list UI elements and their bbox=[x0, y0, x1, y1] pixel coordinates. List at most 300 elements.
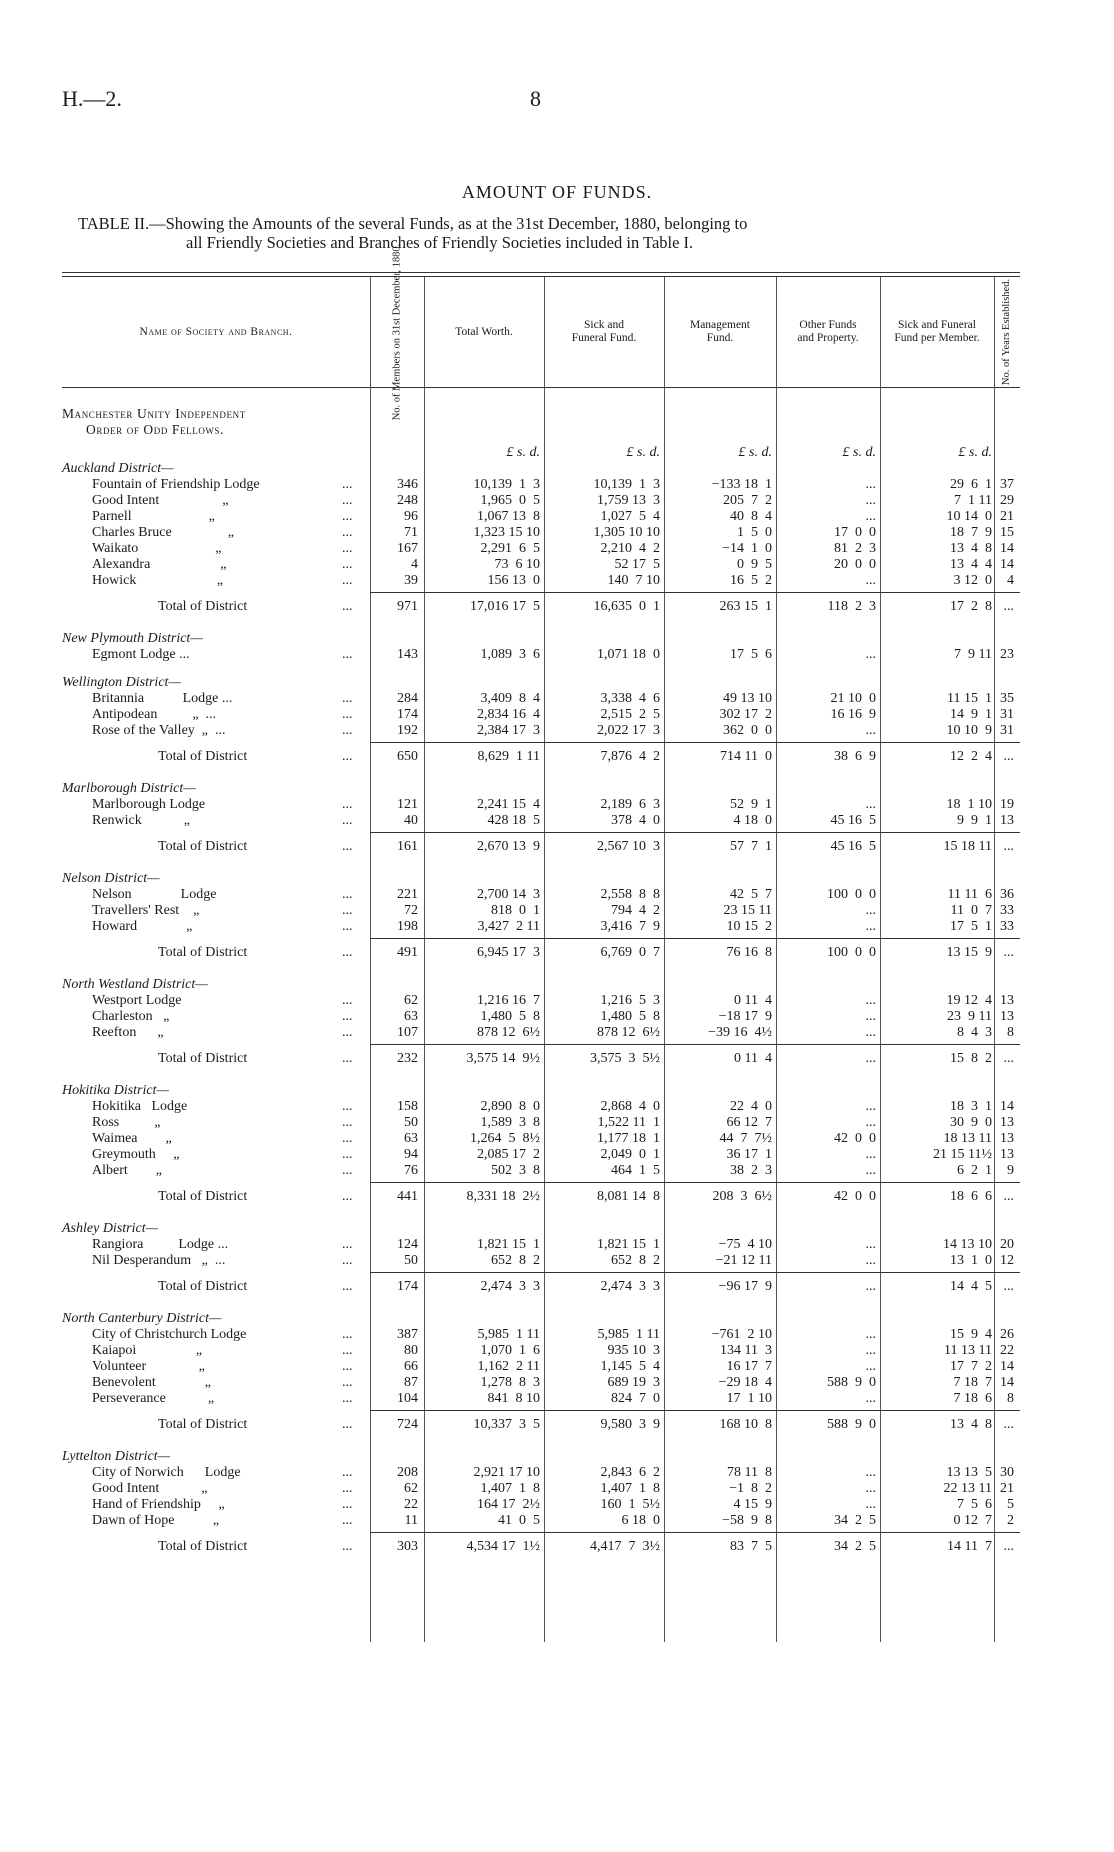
sick-funeral-cell: 6 18 0 bbox=[621, 1513, 660, 1528]
total-worth-cell: 2,085 17 2 bbox=[477, 1147, 540, 1162]
sick-funeral-cell: 824 7 0 bbox=[611, 1391, 660, 1406]
other-funds-cell: 45 16 5 bbox=[830, 813, 876, 828]
management-cell: 52 9 1 bbox=[730, 797, 772, 812]
other-funds-cell: ... bbox=[865, 1025, 876, 1040]
years-cell: 13 bbox=[1000, 813, 1014, 828]
total-rule bbox=[370, 1272, 1020, 1273]
leader-dots: ... bbox=[342, 839, 353, 854]
branch-name: Total of District bbox=[158, 839, 248, 854]
leader-dots: ... bbox=[342, 1131, 353, 1146]
total-worth-cell: 1,589 3 8 bbox=[480, 1115, 540, 1130]
unit-management: £ s. d. bbox=[738, 445, 772, 460]
branch-name: Howard „ bbox=[92, 919, 193, 934]
per-member-cell: 11 15 1 bbox=[947, 691, 992, 706]
members-cell: 387 bbox=[397, 1327, 418, 1342]
years-cell: 22 bbox=[1000, 1343, 1014, 1358]
district-name: Lyttelton District— bbox=[62, 1449, 171, 1464]
members-cell: 192 bbox=[397, 723, 418, 738]
years-cell: ... bbox=[1003, 945, 1014, 960]
years-cell: 9 bbox=[1007, 1163, 1014, 1178]
branch-name: Perseverance „ bbox=[92, 1391, 215, 1406]
other-funds-cell: ... bbox=[865, 1051, 876, 1066]
members-cell: 50 bbox=[404, 1115, 418, 1130]
members-cell: 104 bbox=[397, 1391, 418, 1406]
leader-dots: ... bbox=[342, 1343, 353, 1358]
management-cell: −29 18 4 bbox=[718, 1375, 772, 1390]
total-worth-cell: 3,409 8 4 bbox=[480, 691, 540, 706]
years-cell: 2 bbox=[1007, 1513, 1014, 1528]
per-member-cell: 13 13 5 bbox=[946, 1465, 992, 1480]
management-cell: −39 16 4½ bbox=[708, 1025, 772, 1040]
lodge-row bbox=[0, 1114, 1114, 1131]
branch-name: Renwick „ bbox=[92, 813, 190, 828]
lodge-row bbox=[0, 706, 1114, 723]
years-cell: 26 bbox=[1000, 1327, 1014, 1342]
total-worth-cell: 1,264 5 8½ bbox=[470, 1131, 540, 1146]
years-cell: 14 bbox=[1000, 541, 1014, 556]
members-cell: 72 bbox=[404, 903, 418, 918]
management-cell: −58 9 8 bbox=[722, 1513, 772, 1528]
total-worth-cell: 2,474 3 3 bbox=[480, 1279, 540, 1294]
leader-dots: ... bbox=[342, 1189, 353, 1204]
per-member-cell: 18 3 1 bbox=[950, 1099, 992, 1114]
branch-name: Total of District bbox=[158, 749, 248, 764]
leader-dots: ... bbox=[342, 1375, 353, 1390]
per-member-cell: 7 5 6 bbox=[957, 1497, 992, 1512]
branch-name: Hand of Friendship „ bbox=[92, 1497, 225, 1512]
years-cell: ... bbox=[1003, 599, 1014, 614]
other-funds-cell: ... bbox=[865, 1343, 876, 1358]
members-cell: 107 bbox=[397, 1025, 418, 1040]
members-cell: 284 bbox=[397, 691, 418, 706]
members-cell: 441 bbox=[397, 1189, 418, 1204]
district-heading bbox=[0, 1220, 1114, 1237]
members-cell: 96 bbox=[404, 509, 418, 524]
per-member-cell: 17 2 8 bbox=[950, 599, 992, 614]
branch-name: Westport Lodge bbox=[92, 993, 182, 1008]
leader-dots: ... bbox=[342, 1417, 353, 1432]
years-cell: 13 bbox=[1000, 1131, 1014, 1146]
branch-name: Benevolent „ bbox=[92, 1375, 211, 1390]
per-member-cell: 18 13 11 bbox=[943, 1131, 992, 1146]
other-funds-cell: ... bbox=[865, 1279, 876, 1294]
per-member-cell: 0 12 7 bbox=[953, 1513, 992, 1528]
per-member-cell: 17 5 1 bbox=[950, 919, 992, 934]
other-funds-cell: ... bbox=[865, 1465, 876, 1480]
total-rule bbox=[370, 832, 1020, 833]
years-cell: 33 bbox=[1000, 919, 1014, 934]
management-cell: 22 4 0 bbox=[730, 1099, 772, 1114]
per-member-cell: 7 1 11 bbox=[954, 493, 992, 508]
per-member-cell: 7 9 11 bbox=[954, 647, 992, 662]
sick-funeral-cell: 464 1 5 bbox=[611, 1163, 660, 1178]
lodge-row bbox=[0, 1374, 1114, 1391]
leader-dots: ... bbox=[342, 707, 353, 722]
leader-dots: ... bbox=[342, 1147, 353, 1162]
members-cell: 158 bbox=[397, 1099, 418, 1114]
members-cell: 971 bbox=[397, 599, 418, 614]
total-worth-cell: 1,216 16 7 bbox=[477, 993, 540, 1008]
branch-name: Marlborough Lodge bbox=[92, 797, 206, 812]
branch-name: Fountain of Friendship Lodge bbox=[92, 477, 260, 492]
branch-name: Alexandra „ bbox=[92, 557, 227, 572]
management-cell: 4 18 0 bbox=[733, 813, 772, 828]
district-total-row bbox=[0, 1278, 1114, 1295]
total-worth-cell: 10,337 3 5 bbox=[473, 1417, 540, 1432]
members-cell: 161 bbox=[397, 839, 418, 854]
years-cell: 14 bbox=[1000, 1359, 1014, 1374]
per-member-cell: 18 7 9 bbox=[950, 525, 992, 540]
leader-dots: ... bbox=[342, 903, 353, 918]
district-total-row bbox=[0, 598, 1114, 615]
other-funds-cell: 16 16 9 bbox=[830, 707, 876, 722]
per-member-cell: 21 15 11½ bbox=[933, 1147, 992, 1162]
years-cell: 29 bbox=[1000, 493, 1014, 508]
sick-funeral-cell: 935 10 3 bbox=[607, 1343, 660, 1358]
lodge-row bbox=[0, 1008, 1114, 1025]
total-worth-cell: 2,700 14 3 bbox=[477, 887, 540, 902]
lodge-row bbox=[0, 1464, 1114, 1481]
years-cell: 23 bbox=[1000, 647, 1014, 662]
management-cell: 17 1 10 bbox=[726, 1391, 772, 1406]
members-cell: 121 bbox=[397, 797, 418, 812]
leader-dots: ... bbox=[342, 509, 353, 524]
total-worth-cell: 6,945 17 3 bbox=[477, 945, 540, 960]
sick-funeral-cell: 2,022 17 3 bbox=[597, 723, 660, 738]
branch-name: Charleston „ bbox=[92, 1009, 170, 1024]
per-member-cell: 12 2 4 bbox=[950, 749, 992, 764]
total-rule bbox=[370, 592, 1020, 593]
other-funds-cell: ... bbox=[865, 1163, 876, 1178]
years-cell: 14 bbox=[1000, 557, 1014, 572]
sick-funeral-cell: 1,480 5 8 bbox=[600, 1009, 660, 1024]
management-cell: −21 12 11 bbox=[715, 1253, 772, 1268]
leader-dots: ... bbox=[342, 1465, 353, 1480]
members-cell: 87 bbox=[404, 1375, 418, 1390]
lodge-row bbox=[0, 722, 1114, 739]
members-cell: 303 bbox=[397, 1539, 418, 1554]
leader-dots: ... bbox=[342, 1327, 353, 1342]
district-heading bbox=[0, 1082, 1114, 1099]
other-funds-cell: 17 0 0 bbox=[834, 525, 876, 540]
document-code: H.—2. bbox=[62, 86, 122, 111]
other-funds-cell: ... bbox=[865, 1327, 876, 1342]
years-cell: 20 bbox=[1000, 1237, 1014, 1252]
branch-name: Rangiora Lodge ... bbox=[92, 1237, 229, 1252]
col-header-management: Management Fund. bbox=[689, 319, 751, 344]
years-cell: ... bbox=[1003, 839, 1014, 854]
unit-total-worth: £ s. d. bbox=[506, 445, 540, 460]
management-cell: 263 15 1 bbox=[719, 599, 772, 614]
years-cell: 12 bbox=[1000, 1253, 1014, 1268]
sick-funeral-cell: 2,515 2 5 bbox=[600, 707, 660, 722]
branch-name: Total of District bbox=[158, 1279, 248, 1294]
district-total-row bbox=[0, 1538, 1114, 1555]
branch-name: Travellers' Rest „ bbox=[92, 903, 200, 918]
lodge-row bbox=[0, 690, 1114, 707]
management-cell: 76 16 8 bbox=[726, 945, 772, 960]
lodge-row bbox=[0, 1130, 1114, 1147]
district-name: North Canterbury District— bbox=[62, 1311, 222, 1326]
other-funds-cell: ... bbox=[865, 723, 876, 738]
sick-funeral-cell: 652 8 2 bbox=[611, 1253, 660, 1268]
management-cell: 0 9 5 bbox=[737, 557, 772, 572]
per-member-cell: 14 9 1 bbox=[950, 707, 992, 722]
lodge-row bbox=[0, 1496, 1114, 1513]
leader-dots: ... bbox=[342, 541, 353, 556]
leader-dots: ... bbox=[342, 887, 353, 902]
per-member-cell: 11 0 7 bbox=[950, 903, 992, 918]
members-cell: 124 bbox=[397, 1237, 418, 1252]
sick-funeral-cell: 2,868 4 0 bbox=[600, 1099, 660, 1114]
leader-dots: ... bbox=[342, 1099, 353, 1114]
per-member-cell: 15 18 11 bbox=[943, 839, 992, 854]
lodge-row bbox=[0, 812, 1114, 829]
total-rule bbox=[370, 1532, 1020, 1533]
members-cell: 198 bbox=[397, 919, 418, 934]
district-heading bbox=[0, 780, 1114, 797]
total-worth-cell: 156 13 0 bbox=[487, 573, 540, 588]
district-name: New Plymouth District— bbox=[62, 631, 203, 646]
other-funds-cell: ... bbox=[865, 903, 876, 918]
lodge-row bbox=[0, 1326, 1114, 1343]
unit-other: £ s. d. bbox=[842, 445, 876, 460]
sick-funeral-cell: 2,210 4 2 bbox=[600, 541, 660, 556]
sick-funeral-cell: 2,049 0 1 bbox=[600, 1147, 660, 1162]
lodge-row bbox=[0, 1390, 1114, 1407]
per-member-cell: 30 9 0 bbox=[950, 1115, 992, 1130]
sick-funeral-cell: 2,189 6 3 bbox=[600, 797, 660, 812]
leader-dots: ... bbox=[342, 723, 353, 738]
branch-name: Total of District bbox=[158, 1189, 248, 1204]
lodge-row bbox=[0, 524, 1114, 541]
members-cell: 11 bbox=[404, 1513, 418, 1528]
lodge-row bbox=[0, 1512, 1114, 1529]
sick-funeral-cell: 52 17 5 bbox=[614, 557, 660, 572]
lodge-row bbox=[0, 918, 1114, 935]
years-cell: ... bbox=[1003, 1189, 1014, 1204]
per-member-cell: 13 4 4 bbox=[950, 557, 992, 572]
page-title: AMOUNT OF FUNDS. bbox=[461, 182, 653, 202]
branch-name: Egmont Lodge ... bbox=[92, 647, 190, 662]
other-funds-cell: 81 2 3 bbox=[834, 541, 876, 556]
sick-funeral-cell: 794 4 2 bbox=[611, 903, 660, 918]
sick-funeral-cell: 5,985 1 11 bbox=[597, 1327, 660, 1342]
other-funds-cell: 100 0 0 bbox=[827, 945, 876, 960]
branch-name: Kaiapoi „ bbox=[92, 1343, 203, 1358]
per-member-cell: 13 15 9 bbox=[946, 945, 992, 960]
members-cell: 4 bbox=[411, 557, 418, 572]
leader-dots: ... bbox=[342, 797, 353, 812]
management-cell: 78 11 8 bbox=[727, 1465, 772, 1480]
total-worth-cell: 2,890 8 0 bbox=[480, 1099, 540, 1114]
total-worth-cell: 1,480 5 8 bbox=[480, 1009, 540, 1024]
district-heading bbox=[0, 1310, 1114, 1327]
leader-dots: ... bbox=[342, 573, 353, 588]
management-cell: 168 10 8 bbox=[719, 1417, 772, 1432]
district-heading bbox=[0, 870, 1114, 887]
total-rule bbox=[370, 1182, 1020, 1183]
district-heading bbox=[0, 1448, 1114, 1465]
district-name: North Westland District— bbox=[62, 977, 208, 992]
per-member-cell: 8 4 3 bbox=[957, 1025, 992, 1040]
total-worth-cell: 2,921 17 10 bbox=[473, 1465, 540, 1480]
per-member-cell: 22 13 11 bbox=[943, 1481, 992, 1496]
branch-name: Total of District bbox=[158, 1051, 248, 1066]
years-cell: 5 bbox=[1007, 1497, 1014, 1512]
management-cell: 23 15 11 bbox=[723, 903, 772, 918]
per-member-cell: 10 10 9 bbox=[946, 723, 992, 738]
years-cell: 33 bbox=[1000, 903, 1014, 918]
district-total-row bbox=[0, 838, 1114, 855]
years-cell: 35 bbox=[1000, 691, 1014, 706]
sick-funeral-cell: 1,177 18 1 bbox=[597, 1131, 660, 1146]
management-cell: 4 15 9 bbox=[733, 1497, 772, 1512]
total-worth-cell: 8,331 18 2½ bbox=[466, 1189, 540, 1204]
total-worth-cell: 2,291 6 5 bbox=[480, 541, 540, 556]
other-funds-cell: 100 0 0 bbox=[827, 887, 876, 902]
other-funds-cell: ... bbox=[865, 1359, 876, 1374]
sick-funeral-cell: 1,522 11 1 bbox=[597, 1115, 660, 1130]
per-member-cell: 14 11 7 bbox=[947, 1539, 992, 1554]
per-member-cell: 18 6 6 bbox=[950, 1189, 992, 1204]
total-worth-cell: 10,139 1 3 bbox=[473, 477, 540, 492]
branch-name: Greymouth „ bbox=[92, 1147, 180, 1162]
management-cell: −133 18 1 bbox=[711, 477, 772, 492]
col-header-years: No. of Years Established. bbox=[1001, 278, 1013, 386]
leader-dots: ... bbox=[342, 1497, 353, 1512]
total-worth-cell: 841 8 10 bbox=[487, 1391, 540, 1406]
management-cell: 36 17 1 bbox=[726, 1147, 772, 1162]
district-heading bbox=[0, 460, 1114, 477]
branch-name: Reefton „ bbox=[92, 1025, 164, 1040]
total-worth-cell: 3,427 2 11 bbox=[477, 919, 540, 934]
leader-dots: ... bbox=[342, 1237, 353, 1252]
years-cell: 8 bbox=[1007, 1391, 1014, 1406]
years-cell: ... bbox=[1003, 1417, 1014, 1432]
district-name: Hokitika District— bbox=[62, 1083, 169, 1098]
sick-funeral-cell: 1,821 15 1 bbox=[597, 1237, 660, 1252]
members-cell: 39 bbox=[404, 573, 418, 588]
district-name: Wellington District— bbox=[62, 675, 181, 690]
management-cell: 16 17 7 bbox=[726, 1359, 772, 1374]
leader-dots: ... bbox=[342, 1051, 353, 1066]
years-cell: 14 bbox=[1000, 1375, 1014, 1390]
sick-funeral-cell: 9,580 3 9 bbox=[600, 1417, 660, 1432]
branch-name: Charles Bruce „ bbox=[92, 525, 234, 540]
total-worth-cell: 818 0 1 bbox=[491, 903, 540, 918]
branch-name: Dawn of Hope „ bbox=[92, 1513, 220, 1528]
other-funds-cell: ... bbox=[865, 573, 876, 588]
lodge-row bbox=[0, 1024, 1114, 1041]
unit-per-member: £ s. d. bbox=[958, 445, 992, 460]
col-header-other-funds: Other Funds and Property. bbox=[797, 319, 859, 344]
management-cell: 1 5 0 bbox=[737, 525, 772, 540]
total-worth-cell: 4,534 17 1½ bbox=[466, 1539, 540, 1554]
management-cell: −14 1 0 bbox=[722, 541, 772, 556]
years-cell: 30 bbox=[1000, 1465, 1014, 1480]
years-cell: 31 bbox=[1000, 707, 1014, 722]
branch-name: Hokitika Lodge bbox=[92, 1099, 188, 1114]
management-cell: 16 5 2 bbox=[730, 573, 772, 588]
members-cell: 650 bbox=[397, 749, 418, 764]
total-worth-cell: 1,278 8 3 bbox=[480, 1375, 540, 1390]
sick-funeral-cell: 2,558 8 8 bbox=[600, 887, 660, 902]
col-header-total-worth: Total Worth. bbox=[455, 325, 513, 338]
branch-name: Rose of the Valley „ ... bbox=[92, 723, 226, 738]
years-cell: 13 bbox=[1000, 1115, 1014, 1130]
sick-funeral-cell: 2,474 3 3 bbox=[600, 1279, 660, 1294]
sick-funeral-cell: 2,567 10 3 bbox=[597, 839, 660, 854]
total-worth-cell: 2,241 15 4 bbox=[477, 797, 540, 812]
per-member-cell: 15 9 4 bbox=[950, 1327, 992, 1342]
leader-dots: ... bbox=[342, 1163, 353, 1178]
sick-funeral-cell: 160 1 5½ bbox=[600, 1497, 660, 1512]
leader-dots: ... bbox=[342, 813, 353, 828]
leader-dots: ... bbox=[342, 525, 353, 540]
other-funds-cell: ... bbox=[865, 1481, 876, 1496]
per-member-cell: 14 13 10 bbox=[943, 1237, 992, 1252]
leader-dots: ... bbox=[342, 1359, 353, 1374]
management-cell: 49 13 10 bbox=[723, 691, 772, 706]
members-cell: 491 bbox=[397, 945, 418, 960]
other-funds-cell: 42 0 0 bbox=[834, 1131, 876, 1146]
sick-funeral-cell: 4,417 7 3½ bbox=[590, 1539, 660, 1554]
leader-dots: ... bbox=[342, 477, 353, 492]
branch-name: Nil Desperandum „ ... bbox=[92, 1253, 226, 1268]
total-worth-cell: 1,821 15 1 bbox=[477, 1237, 540, 1252]
members-cell: 40 bbox=[404, 813, 418, 828]
other-funds-cell: 34 2 5 bbox=[834, 1539, 876, 1554]
leader-dots: ... bbox=[342, 1025, 353, 1040]
col-header-per-member: Sick and Funeral Fund per Member. bbox=[894, 319, 980, 344]
total-worth-cell: 2,384 17 3 bbox=[477, 723, 540, 738]
leader-dots: ... bbox=[342, 993, 353, 1008]
management-cell: 134 11 3 bbox=[720, 1343, 772, 1358]
branch-name: Good Intent „ bbox=[92, 493, 229, 508]
total-worth-cell: 1,162 2 11 bbox=[477, 1359, 540, 1374]
members-cell: 167 bbox=[397, 541, 418, 556]
sick-funeral-cell: 1,027 5 4 bbox=[600, 509, 660, 524]
members-cell: 63 bbox=[404, 1131, 418, 1146]
members-cell: 50 bbox=[404, 1253, 418, 1268]
members-cell: 248 bbox=[397, 493, 418, 508]
total-rule bbox=[370, 938, 1020, 939]
branch-name: Albert „ bbox=[92, 1163, 162, 1178]
management-cell: 83 7 5 bbox=[730, 1539, 772, 1554]
management-cell: −1 8 2 bbox=[729, 1481, 772, 1496]
col-header-members: No. of Members on 31st December, 1880. bbox=[391, 243, 402, 421]
members-cell: 63 bbox=[404, 1009, 418, 1024]
total-worth-cell: 1,965 0 5 bbox=[480, 493, 540, 508]
leader-dots: ... bbox=[342, 557, 353, 572]
branch-name: Waimea „ bbox=[92, 1131, 172, 1146]
years-cell: 13 bbox=[1000, 1009, 1014, 1024]
lodge-row bbox=[0, 572, 1114, 589]
unit-sick-funeral: £ s. d. bbox=[626, 445, 660, 460]
other-funds-cell: 20 0 0 bbox=[834, 557, 876, 572]
branch-name: Total of District bbox=[158, 1417, 248, 1432]
other-funds-cell: ... bbox=[865, 477, 876, 492]
leader-dots: ... bbox=[342, 945, 353, 960]
sick-funeral-cell: 1,145 5 4 bbox=[600, 1359, 660, 1374]
branch-name: Nelson Lodge bbox=[92, 887, 217, 902]
other-funds-cell: ... bbox=[865, 1099, 876, 1114]
management-cell: 17 5 6 bbox=[730, 647, 772, 662]
management-cell: −18 17 9 bbox=[718, 1009, 772, 1024]
lodge-row bbox=[0, 508, 1114, 525]
lodge-row bbox=[0, 796, 1114, 813]
